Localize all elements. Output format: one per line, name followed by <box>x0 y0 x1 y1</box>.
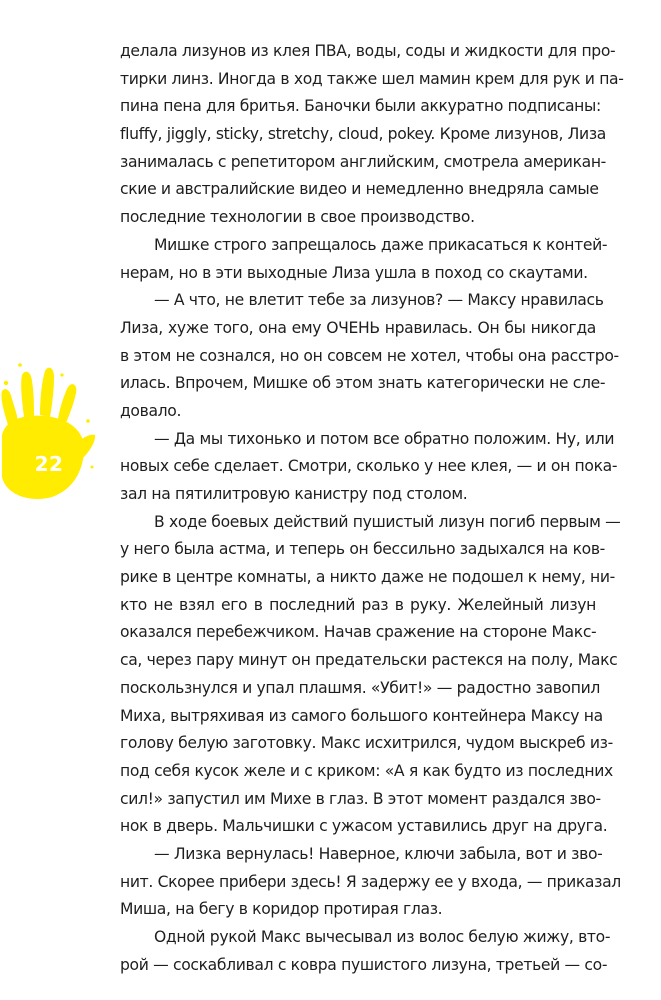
paragraph <box>120 287 619 425</box>
text-line: кто не взял его в последний раз в руку. Желейный лизун <box>120 595 596 614</box>
text-line: рике в центре комнаты, а никто даже не подошел к нему, ни- <box>120 568 615 587</box>
text-line: Мишке строго запрещалось даже прикасаться к контей- <box>154 235 608 254</box>
text-line: нерам, но в эти выходные Лиза ушла в поход со скаутами. <box>120 263 588 282</box>
text-line: делала лизунов из клея ПВА, воды, соды и жидкости для про- <box>120 42 616 60</box>
text-line: Лиза, хуже того, она ему ОЧЕНЬ нравилась. Он бы никогда <box>120 318 596 337</box>
text-line: довало. <box>120 401 182 420</box>
text-line: оказался перебежчиком. Начав сражение на стороне Макс- <box>120 623 597 642</box>
paragraph <box>120 426 618 509</box>
text-line: пина пена для бритья. Баночки были аккуратно подписаны: <box>120 97 601 116</box>
text-line: ские и австралийские видео и немедленно внедряла самые <box>120 180 599 199</box>
handprint-icon <box>0 355 96 505</box>
paragraph <box>120 38 624 232</box>
text-line: голову белую заготовку. Макс исхитрился, чудом выскреб из- <box>120 734 613 753</box>
text-line: fluffy, jiggly, sticky, stretchy, cloud, pokey. Кроме лизунов, Лиза <box>120 125 606 144</box>
text-line: — Лизка вернулась! Наверное, ключи забыла, вот и зво- <box>154 844 603 863</box>
paragraph <box>120 232 608 287</box>
paragraph <box>120 509 621 841</box>
handprint-shape <box>1 363 95 499</box>
text-line: — Да мы тихонько и потом все обратно положим. Ну, или <box>154 429 615 448</box>
text-line: илась. Впрочем, Мишке об этом знать категорически не сле- <box>120 374 606 393</box>
paragraph <box>120 841 621 924</box>
text-line: под себя кусок желе и с криком: «А я как будто из последних <box>120 761 613 780</box>
text-line: Миша, на бегу в коридор протирая глаз. <box>120 900 443 919</box>
text-line: В ходе боевых действий пушистый лизун погиб первым — <box>154 512 621 531</box>
page-number: 22 <box>34 452 64 476</box>
text-line: поскользнулся и упал плашмя. «Убит!» — радостно завопил <box>120 678 600 697</box>
text-line: новых себе сделает. Смотри, сколько у нее клея, — и он пока- <box>120 457 618 476</box>
text-line: нит. Скорее прибери здесь! Я задержу ее у входа, — приказал <box>120 872 621 891</box>
text-line: у него была астма, и теперь он бессильно задыхался на ков- <box>120 540 605 559</box>
text-line: занималась с репетитором английским, смотрела американ- <box>120 152 606 171</box>
text-line: в этом не сознался, но он совсем не хотел, чтобы она расстро- <box>120 346 619 365</box>
text-line: Одной рукой Макс вычесывал из волос белую жижу, вто- <box>154 928 611 946</box>
text-line: Миха, вытряхивая из самого большого контейнера Максу на <box>120 706 603 725</box>
text-line: са, через пару минут он предательски растекся на полу, Макс <box>120 651 618 670</box>
body-text <box>120 38 624 979</box>
text-line: зал на пятилитровую канистру под столом. <box>120 485 468 503</box>
paragraph <box>120 924 611 979</box>
text-line: — А что, не влетит тебе за лизунов? — Максу нравилась <box>154 291 604 310</box>
text-line: тирки линз. Иногда в ход также шел мамин крем для рук и па- <box>120 69 624 88</box>
text-line: нок в дверь. Мальчишки с ужасом уставились друг на друга. <box>120 817 608 836</box>
text-line: сил!» запустил им Михе в глаз. В этот момент раздался зво- <box>120 789 601 808</box>
text-line: рой — соскабливал с ковра пушистого лизуна, третьей — со- <box>120 955 608 974</box>
text-line: последние технологии в свое производство. <box>120 208 475 227</box>
